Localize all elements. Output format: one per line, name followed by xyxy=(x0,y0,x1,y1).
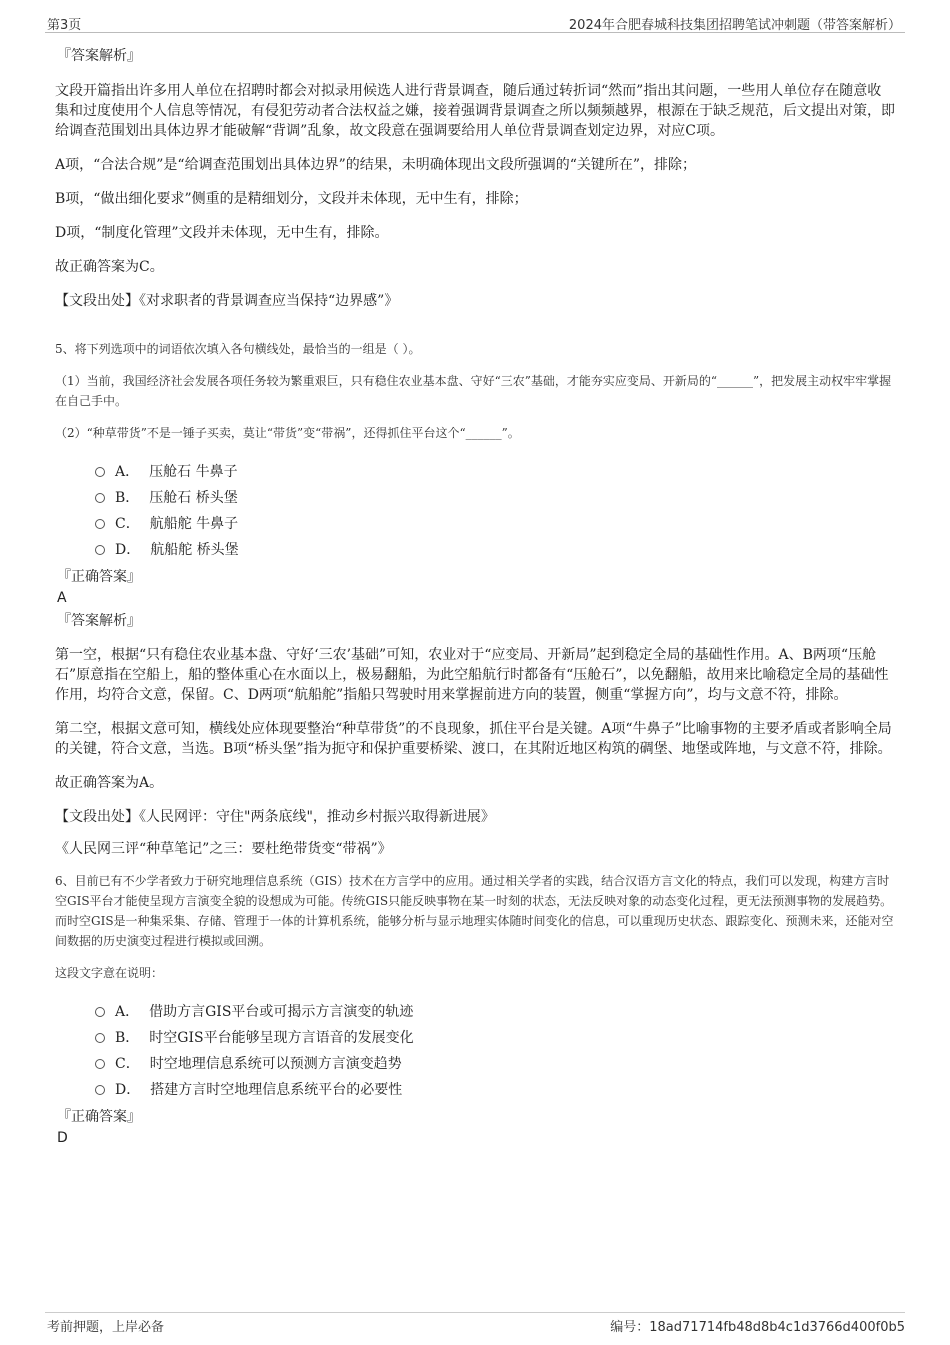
document-id: 编号：18ad71714fb48d8b4c1d3766d400f0b5 xyxy=(610,1320,905,1335)
radio-icon[interactable] xyxy=(95,467,105,477)
q4-analysis-paragraph: D项，“制度化管理”文段并未体现，无中生有，排除。 xyxy=(55,225,389,241)
q5-option-b[interactable]: B． 压舱石 桥头堡 xyxy=(95,485,895,511)
q6-options xyxy=(95,999,895,1103)
radio-icon[interactable] xyxy=(95,1033,105,1043)
q5-analysis-label: 『答案解析』 xyxy=(57,613,141,629)
page-number: 第3页 xyxy=(47,18,82,33)
q4-analysis-label: 『答案解析』 xyxy=(57,48,141,64)
q5-option-a[interactable]: A． 压舱石 牛鼻子 xyxy=(95,459,895,485)
q4-source: 【文段出处】《对求职者的背景调查应当保持“边界感”》 xyxy=(55,293,399,309)
q6-answer: D xyxy=(57,1130,68,1146)
page-footer xyxy=(45,1312,905,1337)
footer-slogan: 考前押题，上岸必备 xyxy=(47,1320,165,1335)
q5-options xyxy=(95,459,895,563)
page-header xyxy=(45,12,905,33)
q4-analysis-paragraph: 文段开篇指出许多用人单位在招聘时都会对拟录用候选人进行背景调查，随后通过转折词“然而”指出其问题，一些用人单位存在随意收集和过度使用个人信息等情况，有侵犯劳动者合法权益之嫌，接着强调背景调查之所以频频越界，根源在于缺乏规范，后文提出对策，即给调查范围划出具体边界才能破解“背调”乱象，故文段意在强调要给用人单位背景调查划定边界，对应C项。 xyxy=(55,83,895,139)
q6-option-b[interactable]: B． 时空GIS平台能够呈现方言语音的发展变化 xyxy=(95,1025,895,1051)
q5-answer-label: 『正确答案』 xyxy=(57,569,141,585)
q6-answer-label: 『正确答案』 xyxy=(57,1109,141,1125)
q6-option-c[interactable]: C． 时空地理信息系统可以预测方言演变趋势 xyxy=(95,1051,895,1077)
radio-icon[interactable] xyxy=(95,1007,105,1017)
q5-source: 《人民网三评“种草笔记”之三：要杜绝带货变“带祸”》 xyxy=(55,841,392,857)
q5-analysis-paragraph: 第一空，根据“只有稳住农业基本盘、守好‘三农’基础”可知，农业对于“应变局、开新局”起到稳定全局的基础性作用。A、B两项“压舱石”原意指在空船上，船的整体重心在水面以上，极易翻船，为此空船航行时都备有“压舱石”，以免翻船，故用来比喻稳定全局的基础性作用，均符合文意，保留。C、D两项“航船舵”指船只驾驶时用来掌握前进方向的装置，侧重“掌握方向”，均与文意不符，排除。 xyxy=(55,647,889,703)
document-title: 2024年合肥春城科技集团招聘笔试冲刺题（带答案解析） xyxy=(568,18,901,33)
q5-sentence-1: （1）当前，我国经济社会发展各项任务较为繁重艰巨，只有稳住农业基本盘、守好“三农”基础，才能夯实应变局、开新局的“______”，把发展主动权牢牢掌握在自己手中。 xyxy=(55,374,892,408)
q4-analysis-paragraph: A项，“合法合规”是“给调查范围划出具体边界”的结果，未明确体现出文段所强调的“关键所在”，排除； xyxy=(55,157,697,173)
q5-conclusion: 故正确答案为A。 xyxy=(55,775,164,791)
q6-question: 这段文字意在说明： xyxy=(55,966,164,980)
q5-answer: A xyxy=(57,590,67,606)
radio-icon[interactable] xyxy=(95,519,105,529)
page-content xyxy=(55,44,895,1147)
radio-icon[interactable] xyxy=(95,1059,105,1069)
q5-stem: 5、将下列选项中的词语依次填入各句横线处，最恰当的一组是（ ）。 xyxy=(55,342,421,356)
q4-analysis-paragraph: B项，“做出细化要求”侧重的是精细划分，文段并未体现，无中生有，排除； xyxy=(55,191,528,207)
q6-stem: 6、目前已有不少学者致力于研究地理信息系统（GIS）技术在方言学中的应用。通过相关学者的实践，结合汉语方言文化的特点，我们可以发现，构建方言时空GIS平台才能使呈现方言演变全貌的设想成为可能。传统GIS只能反映事物在某一时刻的状态，无法反映对象的动态变化过程，更无法预测事物的发展趋势。而时空GIS是一种集采集、存储、管理于一体的计算机系统，能够分析与显示地理实体随时间变化的信息，可以重现历史状态、跟踪变化、预测未来，还能对空间数据的历史演变过程进行模拟或回溯。 xyxy=(55,874,894,948)
radio-icon[interactable] xyxy=(95,545,105,555)
radio-icon[interactable] xyxy=(95,493,105,503)
q4-conclusion: 故正确答案为C。 xyxy=(55,259,164,275)
radio-icon[interactable] xyxy=(95,1085,105,1095)
q5-option-c[interactable]: C． 航船舵 牛鼻子 xyxy=(95,511,895,537)
q6-option-a[interactable]: A． 借助方言GIS平台或可揭示方言演变的轨迹 xyxy=(95,999,895,1025)
q5-sentence-2: （2）“种草带货”不是一锤子买卖，莫让“带货”变“带祸”，还得抓住平台这个“______”。 xyxy=(55,426,520,440)
q5-source: 【文段出处】《人民网评：守住"两条底线"，推动乡村振兴取得新进展》 xyxy=(55,809,495,825)
q6-option-d[interactable]: D． 搭建方言时空地理信息系统平台的必要性 xyxy=(95,1077,895,1103)
q5-analysis-paragraph: 第二空，根据文意可知，横线处应体现要整治“种草带货”的不良现象，抓住平台是关键。A项“牛鼻子”比喻事物的主要矛盾或者影响全局的关键，符合文意，当选。B项“桥头堡”指为扼守和保护重要桥梁、渡口，在其附近地区构筑的碉堡、地堡或阵地，与文意不符，排除。 xyxy=(55,721,892,757)
q5-option-d[interactable]: D． 航船舵 桥头堡 xyxy=(95,537,895,563)
